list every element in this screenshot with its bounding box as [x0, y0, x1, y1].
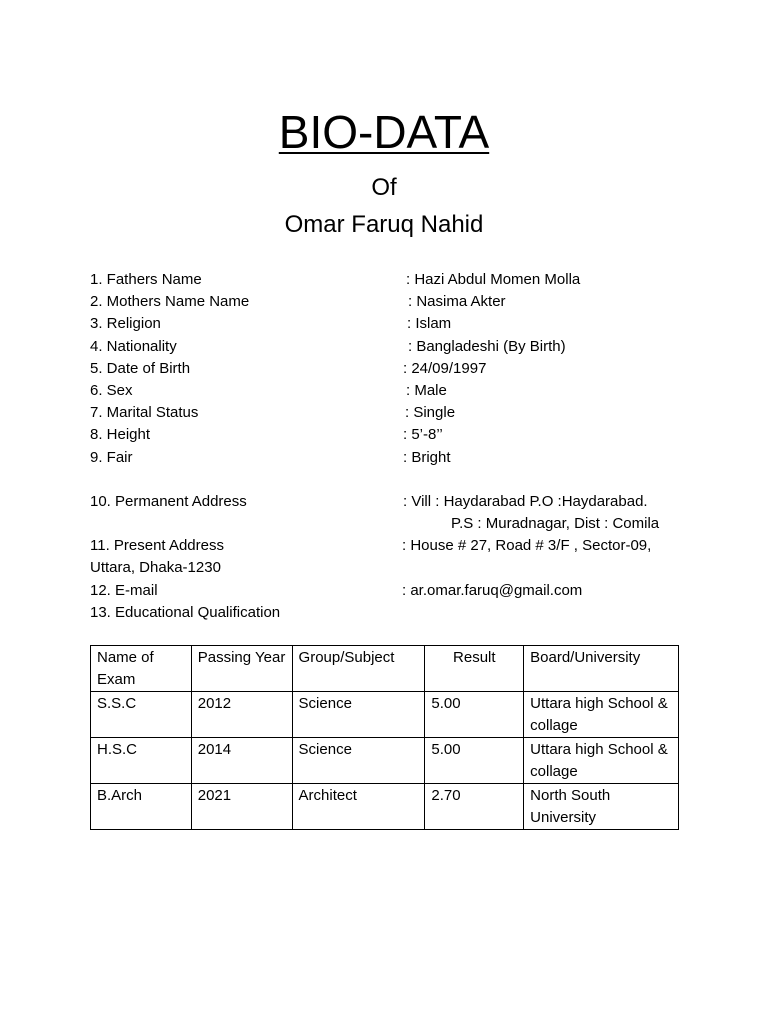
column-header: Board/University: [524, 646, 679, 692]
field-value: : Single: [405, 404, 456, 422]
permanent-address-row: [90, 491, 690, 513]
permanent-address-row: [90, 513, 690, 535]
field-label: 10. Permanent Address: [90, 492, 247, 510]
field-row: [90, 447, 690, 469]
email-row: [90, 580, 690, 602]
field-row: [90, 269, 690, 291]
field-label: 12. E-mail: [90, 581, 158, 599]
field-row: [90, 380, 690, 402]
column-header: Passing Year: [191, 646, 292, 692]
document-title-text: BIO-DATA: [278, 106, 490, 158]
table-cell: B.Arch: [91, 784, 192, 830]
column-header: Name of Exam: [91, 646, 192, 692]
field-value: : Vill : Haydarabad P.O :Haydarabad.: [403, 492, 648, 510]
field-value: : Nasima Akter: [408, 293, 506, 311]
table-cell: Science: [292, 738, 425, 784]
personal-details: [90, 269, 690, 624]
column-header: Group/Subject: [292, 646, 425, 692]
table-cell: Uttara high School & collage: [524, 692, 679, 738]
field-row: [90, 313, 690, 335]
field-value: : Bangladeshi (By Birth): [408, 337, 566, 355]
table-cell: 2.70: [425, 784, 524, 830]
of-text: Of: [371, 174, 397, 201]
field-row: [90, 358, 690, 380]
field-row: [90, 424, 690, 446]
field-label: 1. Fathers Name: [90, 271, 202, 288]
field-label: 9. Fair: [90, 448, 133, 466]
field-label: 3. Religion: [90, 315, 161, 333]
present-address-row: [90, 557, 690, 579]
education-table: [90, 645, 679, 830]
field-value: : 5’-8’’: [403, 426, 443, 444]
field-label: 4. Nationality: [90, 337, 177, 355]
field-value: : House # 27, Road # 3/F , Sector-09,: [402, 537, 652, 555]
field-value: : ar.omar.faruq@gmail.com: [402, 581, 583, 599]
present-address-row: [90, 535, 690, 557]
spacer: [90, 469, 690, 491]
field-value: : Male: [406, 381, 447, 399]
table-row: [91, 692, 679, 738]
table-cell: H.S.C: [91, 738, 192, 784]
table-cell: Uttara high School & collage: [524, 738, 679, 784]
table-cell: Science: [292, 692, 425, 738]
field-value: : Islam: [407, 315, 452, 333]
field-value: : 24/09/1997: [403, 359, 487, 377]
person-name: Omar Faruq Nahid: [284, 211, 484, 238]
table-cell: S.S.C: [91, 692, 192, 738]
education-heading: 13. Educational Qualification: [90, 603, 281, 621]
field-label: 5. Date of Birth: [90, 359, 191, 377]
table-row: [91, 738, 679, 784]
field-row: [90, 291, 690, 313]
table-cell: Architect: [292, 784, 425, 830]
table-cell: 2014: [191, 738, 292, 784]
field-label: 2. Mothers Name Name: [90, 293, 250, 311]
table-cell: 2021: [191, 784, 292, 830]
field-label: 8. Height: [90, 426, 151, 444]
table-cell: 5.00: [425, 738, 524, 784]
table-cell: 2012: [191, 692, 292, 738]
field-value: : Hazi Abdul Momen Molla: [406, 271, 581, 288]
field-label: 6. Sex: [90, 381, 133, 399]
table-cell: North South University: [524, 784, 679, 830]
field-value: : Bright: [403, 448, 451, 466]
column-header: Result: [425, 646, 524, 692]
field-row: [90, 336, 690, 358]
education-heading-row: [90, 602, 690, 624]
field-label: 11. Present Address: [90, 537, 224, 555]
table-cell: 5.00: [425, 692, 524, 738]
field-label: 7. Marital Status: [90, 404, 199, 422]
field-value-continuation: Uttara, Dhaka-1230: [90, 559, 221, 577]
field-value-continuation: P.S : Muradnagar, Dist : Comila: [451, 515, 660, 533]
table-header-row: [91, 646, 679, 692]
document-title: [0, 104, 768, 160]
table-row: [91, 784, 679, 830]
field-row: [90, 402, 690, 424]
